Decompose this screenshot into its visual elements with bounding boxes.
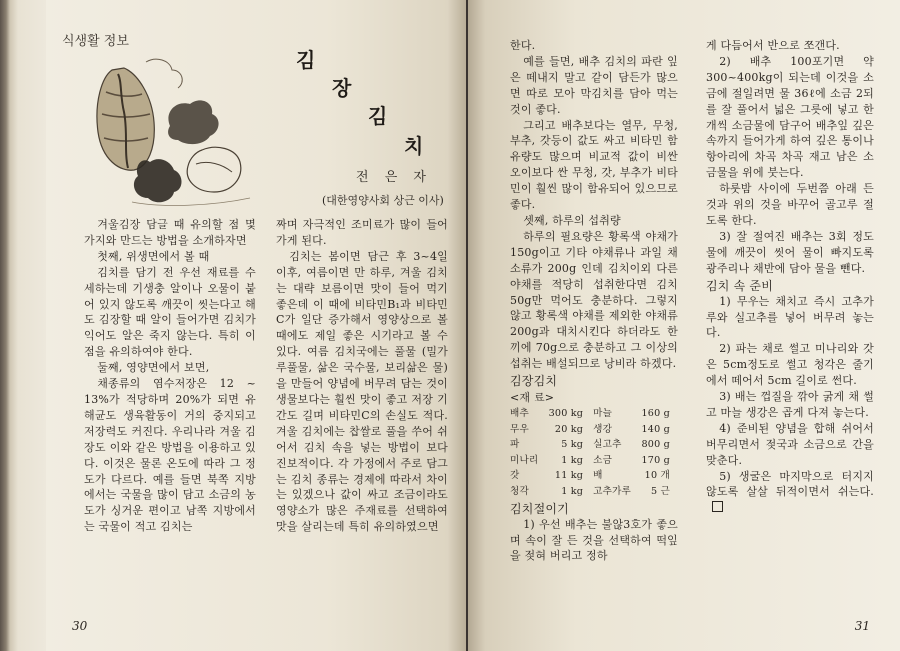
paragraph: 둘째, 영양면에서 보면,	[97, 361, 210, 375]
paragraph	[706, 469, 874, 517]
title-char: 김	[368, 104, 388, 128]
table-row	[510, 453, 670, 469]
ingredient-amount: 5 근	[650, 486, 670, 497]
paragraph: 2) 배추 100포기면 약 300~400kg이 되는데 이것을 소금에 절일려면 물 36ℓ에 소금 2되를 잘 풀어서 넓은 그릇에 넣고 한 개씩 소금물에 담구어 배추잎 깊은 속까지 들어가게 하여 깊은 통이나 항아리에 차곡 차곡 재고 남은 소금물을 위에 붓는다.	[706, 54, 874, 180]
table-row	[510, 484, 670, 500]
paragraph: 4) 준비된 양념을 합해 쉬어서 버무리면서 젖국과 소금으로 간을 맞춘다.	[706, 421, 874, 467]
ingredients-label: <재 료>	[510, 391, 555, 405]
title-char: 장	[332, 76, 352, 100]
ingredient-name: 파	[510, 439, 520, 451]
recipe-title: 김장김치	[510, 374, 558, 389]
paragraph: 2) 파는 채로 썰고 미나리와 갓은 5cm정도로 썰고 청각은 줄기에서 떼어서 5cm 길이로 썬다.	[706, 342, 874, 388]
paragraph: 하루의 필요량은 황록색 야채가 150g이고 기타 야채류나 과일 채소류가 200g 인데 김치이외 다른 야채를 적당히 섭취한다면 김치 50g만 먹어도 충분하다. 그렇지 않고 황록색 야채를 제외한 야채류 200g과 대치시킨다 하더라도 한 끼에 70g으로 충분하고 그 이상의 섭취는 배설되므로 낭비라 하겠다.	[510, 229, 678, 371]
ingredients-table	[510, 406, 670, 500]
paragraph: 짜며 자극적인 조미료가 많이 들어가게 된다.	[276, 218, 448, 247]
section-header: 식생활 정보	[62, 34, 129, 49]
ingredient-name: 소금	[593, 454, 613, 466]
book-edge	[0, 0, 46, 651]
title-char: 김	[296, 48, 316, 72]
ingredient-amount: 11 kg	[554, 470, 584, 482]
paragraph: 김치는 봄이면 담근 후 3~4일 이후, 여름이면 만 하루, 겨울 김치는 대략 보름이면 맛이 들어 먹기 좋은데 이 때에 비타민B₁과 비타민 C가 일단 증가해서 영양상으로 볼 때에도 제일 좋은 시기라고 볼 수 있다. 여름 김치국에는 풀물 (밀가루풀물, 삶은 국수물, 보리삶은 물)을 만들어 양념에 버무려 담는 것이 생물보다는 훨씬 맛이 좋고 저장 기간도 길며 비타민C의 손실도 적다. 겨울 김치에는 찹쌀로 풀을 쑤어 쉬어서 김치 속을 넣는 방법이 보다 진보적이다. 각 가정에서 주로 담그는 김치 종류는 경제에 따라서 차이는 있겠으나 값이 싸고 조금이라도 영양소가 많은 주재료를 선택하여 맛을 살리는데 특히 유의하였으면	[276, 249, 448, 534]
left-column-2	[276, 217, 448, 535]
paragraph: 겨울김장 담글 때 유의할 점 몇 가지와 만드는 방법을 소개하자면	[84, 218, 256, 247]
filling-section-title: 김치 속 준비	[706, 278, 773, 293]
ingredient-name: 고추가루	[593, 486, 632, 497]
right-column-2	[706, 38, 874, 516]
table-row	[510, 422, 670, 438]
ingredient-name: 생강	[593, 423, 613, 435]
paragraph: 예를 들면, 배추 김치의 파란 잎은 떼내지 말고 같이 담든가 많으면 따로 모아 막김치를 담아 먹는 것이 좋다.	[510, 54, 678, 116]
paragraph: 채종류의 염수저장은 12 ~ 13%가 적당하며 20%가 되면 유해균도 생육활동이 거의 중지되고 저장력도 커진다. 우리나라 겨울 김장도 이와 같은 방법을 이용하고 있다. 이것은 물론 온도에 따라 그 정도가 다르다. 예를 들면 북쪽 지방에서는 국물을 많이 담고 소금의 농도가 싱거운 편이고 남쪽 지방에서는 국물이 적고 김치는	[84, 377, 256, 534]
ingredient-name: 배추	[510, 408, 529, 420]
table-row	[510, 406, 670, 422]
paragraph: 하룻밤 사이에 두번쯤 아래 든 것과 위의 것을 바꾸어 골고루 절도록 한다.	[706, 182, 874, 227]
table-row	[510, 437, 670, 453]
ingredient-name: 배	[593, 470, 603, 482]
author-affiliation: (대한영양사회 상근 이사)	[322, 194, 444, 207]
ingredient-amount: 20 kg	[554, 423, 584, 435]
right-page	[468, 0, 900, 651]
paragraph-text: 5) 생굴은 마지막으로 터지지 않도록 살살 뒤적이면서 쉬는다.	[706, 469, 874, 499]
paragraph: 셋째, 하루의 섭취량	[523, 213, 621, 227]
ingredient-amount: 1 kg	[561, 486, 584, 497]
ingredient-name: 마늘	[593, 408, 613, 420]
ingredient-name: 미나리	[510, 454, 539, 466]
ingredient-name: 청각	[510, 486, 529, 497]
left-column-1	[84, 217, 256, 535]
paragraph: 한다.	[510, 39, 536, 52]
paragraph: 3) 배는 껍질을 깎아 굵게 채 썰고 마늘 생강은 곱게 다져 놓는다.	[706, 390, 874, 419]
ingredient-amount: 5 kg	[561, 439, 584, 451]
paragraph: 게 다듬어서 반으로 쪼갠다.	[706, 39, 840, 52]
end-mark-icon	[712, 501, 723, 512]
author: 전 은 자	[356, 170, 432, 185]
page-number-left: 30	[72, 619, 88, 633]
paragraph: 1) 우선 배추는 불않3호가 좋으며 속이 잘 든 것을 선택하여 떡잎을 젖혀 버리고 정하	[510, 517, 678, 563]
ingredient-amount: 800 g	[641, 439, 670, 451]
page-number-right: 31	[854, 619, 870, 633]
ingredient-name: 실고추	[593, 439, 622, 451]
ingredient-amount: 170 g	[641, 454, 670, 466]
paragraph: 3) 잘 절여진 배추는 3회 정도 물에 깨끗이 씻어 물이 빠지도록 광주리나 채반에 담아 물을 뺀다.	[706, 229, 874, 275]
ingredient-amount: 140 g	[641, 423, 670, 435]
paragraph: 그리고 배추보다는 열무, 무청, 부추, 갓등이 값도 싸고 비타민 함유량도 많으며 비교적 값이 비싼 오이보다 싼 무청, 갓, 부추가 비타민이 훨씬 많이 함유되어 있으므로 좋다.	[510, 118, 678, 212]
ingredient-name: 무우	[510, 423, 529, 435]
pickle-section-title: 김치절이기	[510, 501, 569, 516]
ingredient-name: 갓	[510, 470, 520, 482]
ingredient-amount: 300 kg	[548, 408, 584, 420]
ingredient-amount: 160 g	[641, 408, 670, 420]
title-char: 치	[404, 134, 424, 158]
table-row	[510, 468, 670, 484]
vegetable-illustration	[72, 52, 262, 212]
paragraph: 김치를 담기 전 우선 재료를 수세하는데 기생충 알이나 오물이 붙어 있지 않도록 깨끗이 씻는다고 해도 김장할 때 알이 들어가면 김치가 익어도 알은 죽지 않는다. 특히 이 점을 유의하여야 한다.	[84, 265, 256, 359]
right-column-1	[510, 38, 678, 564]
ingredient-amount: 10 개	[644, 470, 670, 482]
paragraph: 첫째, 위생면에서 볼 때	[97, 249, 210, 263]
paragraph: 1) 무우는 채치고 즉시 고추가루와 실고추를 넣어 버무려 놓는다.	[706, 294, 874, 340]
ingredient-amount: 1 kg	[561, 454, 584, 466]
